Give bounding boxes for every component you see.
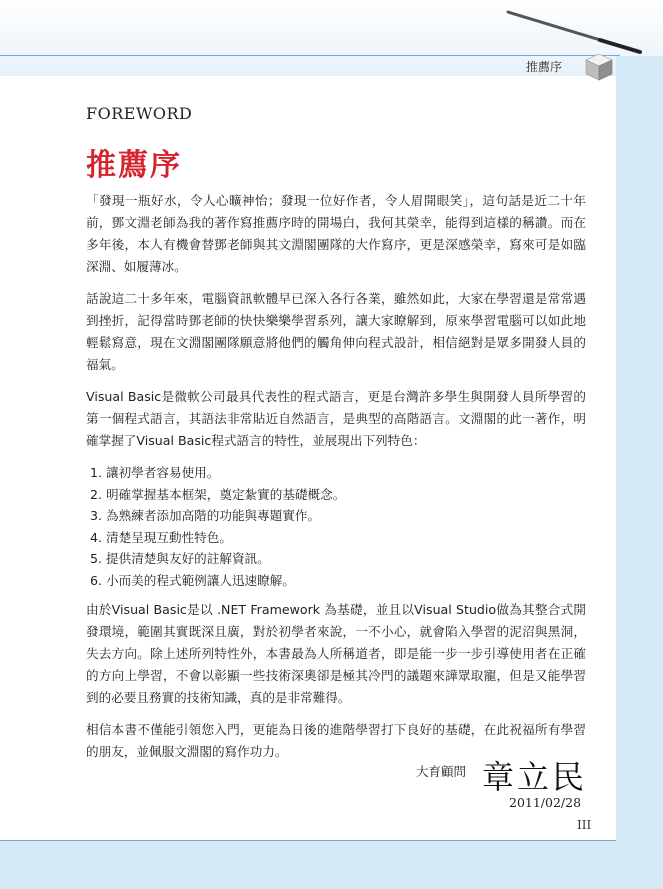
body-text <box>86 190 586 773</box>
paragraph: 由於Visual Basic是以 .NET Framework 為基礎，並且以Visual Studio做為其整合式開發環境，範圍其實既深且廣，對於初學者來說，一不小心，就會陷入學習的泥沼與黑洞，失去方向。除上述所列特性外，本書最為人所稱道者，即是能一步一步引導使用者在正確的方向上學習，不會以彰顯一些技術深奧卻是極其冷門的議題來譁眾取寵，但是又能學習到的必要且務實的技術知識，真的是非常難得。 <box>86 602 586 705</box>
pen-icon <box>500 6 650 56</box>
paragraph: Visual Basic是微軟公司最具代表性的程式語言，更是台灣許多學生與開發人員所學習的第一個程式語言，其語法非常貼近自然語言，是典型的高階語言。文淵閣的此一著作，明確掌握了Visual Basic程式語言的特性，並展現出下列特色： <box>86 389 586 448</box>
list-item: 1. 讓初學者容易使用。 <box>106 462 586 484</box>
footer-rule <box>0 840 616 841</box>
feature-list <box>86 462 586 591</box>
signature-role: 大育顧問 <box>416 764 467 779</box>
signature-date: 2011/02/28 <box>509 795 582 810</box>
page-title: 推薦序 <box>86 148 182 183</box>
list-item: 3. 為熟練者添加高階的功能與專題實作。 <box>106 505 586 527</box>
list-item: 5. 提供清楚與友好的註解資訊。 <box>106 548 586 570</box>
paragraph: 相信本書不僅能引領您入門，更能為日後的進階學習打下良好的基礎，在此祝福所有學習的朋友，並佩服文淵閣的寫作功力。 <box>86 722 586 759</box>
list-item: 6. 小而美的程式範例讓人迅速瞭解。 <box>106 570 586 592</box>
kicker: FOREWORD <box>86 104 193 123</box>
cube-icon <box>584 52 614 82</box>
page-number: III <box>577 818 592 832</box>
footer-band <box>0 840 663 889</box>
list-item: 4. 清楚呈現互動性特色。 <box>106 527 586 549</box>
section-label: 推薦序 <box>526 60 563 74</box>
side-band <box>616 56 663 889</box>
list-item: 2. 明確掌握基本框架，奠定紮實的基礎概念。 <box>106 484 586 506</box>
paragraph: 話說這二十多年來，電腦資訊軟體早已深入各行各業，雖然如此，大家在學習還是常常遇到挫折，記得當時鄧老師的快快樂樂學習系列，讓大家瞭解到，原來學習電腦可以如此地輕鬆寫意，現在文淵閣團隊願意將他們的觸角伸向程式設計，相信絕對是眾多開發人員的福氣。 <box>86 291 586 372</box>
signature-name: 章立民 <box>482 758 588 796</box>
paragraph: 「發現一瓶好水，令人心曠神怡；發現一位好作者，令人眉開眼笑」，這句話是近二十年前，鄧文淵老師為我的著作寫推薦序時的開場白，我何其榮幸，能得到這樣的稱讚。而在多年後，本人有機會替鄧老師與其文淵閣團隊的大作寫序，更是深感榮幸，寫來可是如臨深淵、如履薄冰。 <box>86 193 586 274</box>
